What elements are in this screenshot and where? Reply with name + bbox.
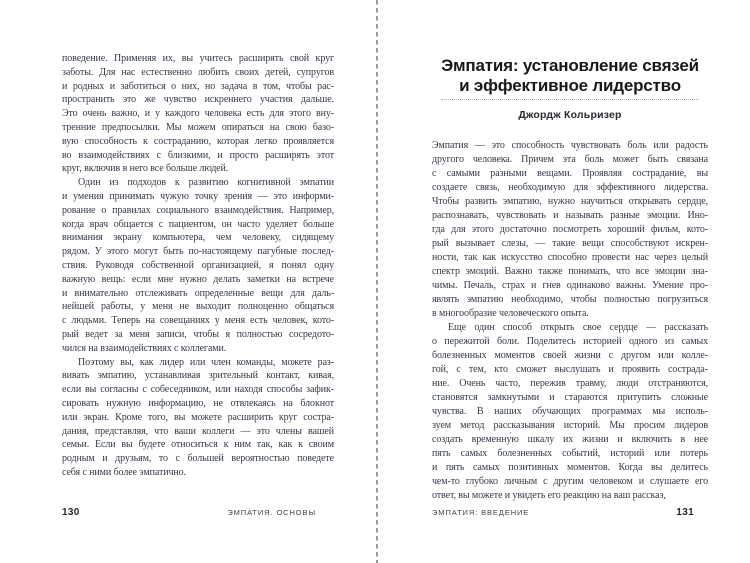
text-line: чимы. Печаль, страх и гнев одинаково важны. Умение про- xyxy=(432,280,708,291)
text-line: круг, включив в него все больше людей. xyxy=(62,163,229,175)
page-number: 131 xyxy=(676,507,694,518)
text-line: семьи. Если вы будете относиться к ним так, как к своим xyxy=(62,439,334,451)
text-line: и умения принимать чужую точку зрения — это информи- xyxy=(62,190,334,202)
page-number: 130 xyxy=(62,507,80,518)
text-line: Чтобы развить эмпатию, нужно научиться открывать сердце, xyxy=(432,196,708,207)
text-line: дания, представляя, что ваши коллеги — это члены вашей xyxy=(62,425,334,437)
text-line: поведение. Применяя их, вы учитесь расширять свой круг xyxy=(62,53,334,64)
left-page-footer xyxy=(62,507,334,518)
text-line: чем-то глубоко личным с другим человеком и слушаете его xyxy=(432,476,708,487)
right-page-footer xyxy=(432,507,708,518)
paragraph xyxy=(62,52,334,176)
text-line: если вы согласны с собеседником, или находя способы зафик- xyxy=(62,384,334,396)
text-line: гой, с тем, кто сможет выслушать и проявить сострада- xyxy=(432,364,708,375)
text-line: пять самых болезненных событий, историй или потерь xyxy=(432,448,708,459)
text-line: вую способность к состраданию, которая легко проявляется xyxy=(62,135,334,147)
running-title: ЭМПАТИЯ. ОСНОВЫ xyxy=(227,508,316,517)
paragraph xyxy=(62,176,334,355)
text-line: в многообразие человеческого опыта. xyxy=(432,308,589,319)
text-line: ности, так как искусство способно провести нас через целый xyxy=(432,252,708,263)
text-line: создаете связь, необходимую для эффективного лидерства. xyxy=(432,182,708,193)
text-line: болезненных моментов своей жизни с другом или колле- xyxy=(432,350,708,361)
text-line: с самыми разными вещами. Проявляя сострадание, вы xyxy=(432,168,708,179)
chapter-title xyxy=(432,56,708,96)
text-line: важную вещь: если мне нужно делать заметки на встрече xyxy=(62,273,334,285)
text-line: когда врач общается с пациентом, он часто уделяет больше xyxy=(62,218,334,230)
text-line: гда для этого достаточно посмотреть хороший фильм, кото- xyxy=(432,224,708,235)
text-line: спектр эмоций. Важно также понимать, что все эмоции зна- xyxy=(432,266,708,277)
text-line: распознавать, чувствовать и называть разные эмоции. Ино- xyxy=(432,210,708,221)
paragraph xyxy=(432,139,708,321)
text-line: о пережитой боли. Поделитесь историей одного из самых xyxy=(432,336,708,347)
text-line: с людьми. Теперь на совещаниях у меня есть человек, кото- xyxy=(62,315,334,327)
text-line: Эмпатия — это способность чувствовать боль или радость xyxy=(432,140,708,151)
text-line: зуем метод рассказывания историй. Мы просим лидеров xyxy=(432,420,708,431)
paragraph xyxy=(432,321,708,503)
text-line: и внимательно отслеживать определенные вещи для даль- xyxy=(62,287,334,299)
text-line: тренние предпосылки. Мы можем опираться на свою базо- xyxy=(62,121,334,133)
text-line: вивать эмпатию, устанавливая зрительный контакт, кивая, xyxy=(62,370,334,382)
text-line: и пять самых позитивных моментов. Когда вы делитесь xyxy=(432,462,708,473)
dotted-rule xyxy=(441,99,699,100)
text-line: чувства. В наших обучающих программах мы исполь- xyxy=(432,406,708,417)
text-line: Это очень важно, и у каждого человека есть для этого вну- xyxy=(62,108,334,120)
text-line: во взаимодействиях с близкими, и просто расширять этот xyxy=(62,149,334,161)
text-line: ние. Очень часто, пережив травму, люди отстраняются, xyxy=(432,378,708,389)
text-line: Один из подходов к развитию когнитивной эмпатии xyxy=(78,177,334,189)
text-line: и родных и заботиться о них, но задача в том, чтобы рас- xyxy=(62,80,334,92)
chapter-heading xyxy=(432,56,708,121)
text-line: рование о правилах социального взаимодействия. Например, xyxy=(62,204,334,216)
chapter-title-line-1: Эмпатия: установление связей xyxy=(441,56,699,75)
text-line: рый вызывает слезы, — такие вещи способствуют искрен- xyxy=(432,238,708,249)
text-line: сировать нужную информацию, не отвлекаясь на блокнот xyxy=(62,397,334,409)
author-name: Джордж Кольризер xyxy=(518,109,622,121)
chapter-title-line-2: и эффективное лидерство xyxy=(459,76,681,95)
text-line: ответ, вы можете и увидеть его реакцию на ваш рассказ, xyxy=(432,490,666,501)
text-line: или экран. Кроме того, вы можете расширить круг состра- xyxy=(62,411,334,423)
text-line: ствия. Руководя собственной организацией, я понял одну xyxy=(62,259,334,271)
right-page-body xyxy=(432,139,708,503)
text-line: Еще один способ открыть свое сердце — рассказать xyxy=(448,322,708,333)
text-line: являть эмпатию необходимо, чтобы полностью погрузиться xyxy=(432,294,708,305)
paragraph xyxy=(62,356,334,480)
text-line: становятся замкнутыми и стараются притупить сложные xyxy=(432,392,708,403)
text-line: создать временну́ю шкалу их жизни и включить в нее xyxy=(432,434,708,445)
text-line: Поэтому вы, как лидер или член команды, можете раз- xyxy=(78,356,334,368)
text-line: внимания экрану компьютера, чем человеку, сидящему xyxy=(62,232,334,244)
text-line: себя с ними более эмпатично. xyxy=(62,466,186,478)
text-line: рый ведет за меня записи, чтобы я полностью сосредото- xyxy=(62,328,334,340)
text-line: нейшей работы, у меня не выходит полноценно общаться xyxy=(62,301,334,313)
text-line: чился на взаимодействиях с коллегами. xyxy=(62,342,227,354)
text-line: заботы. Для нас естественно любить своих детей, супругов xyxy=(62,66,334,78)
text-line: родным и друзьям, то с большей вероятностью поведете xyxy=(62,453,334,465)
page-divider-dashed-line xyxy=(376,0,378,563)
left-page-body xyxy=(62,52,334,480)
running-title: ЭМПАТИЯ: ВВЕДЕНИЕ xyxy=(432,508,530,517)
text-line: другого человека. Причем эта боль может быть связана xyxy=(432,154,708,165)
text-line: рядом. У этого могут быть по-настоящему пагубные послед- xyxy=(62,246,334,258)
text-line: пространить это же чувство искреннего участия дальше. xyxy=(62,94,334,106)
